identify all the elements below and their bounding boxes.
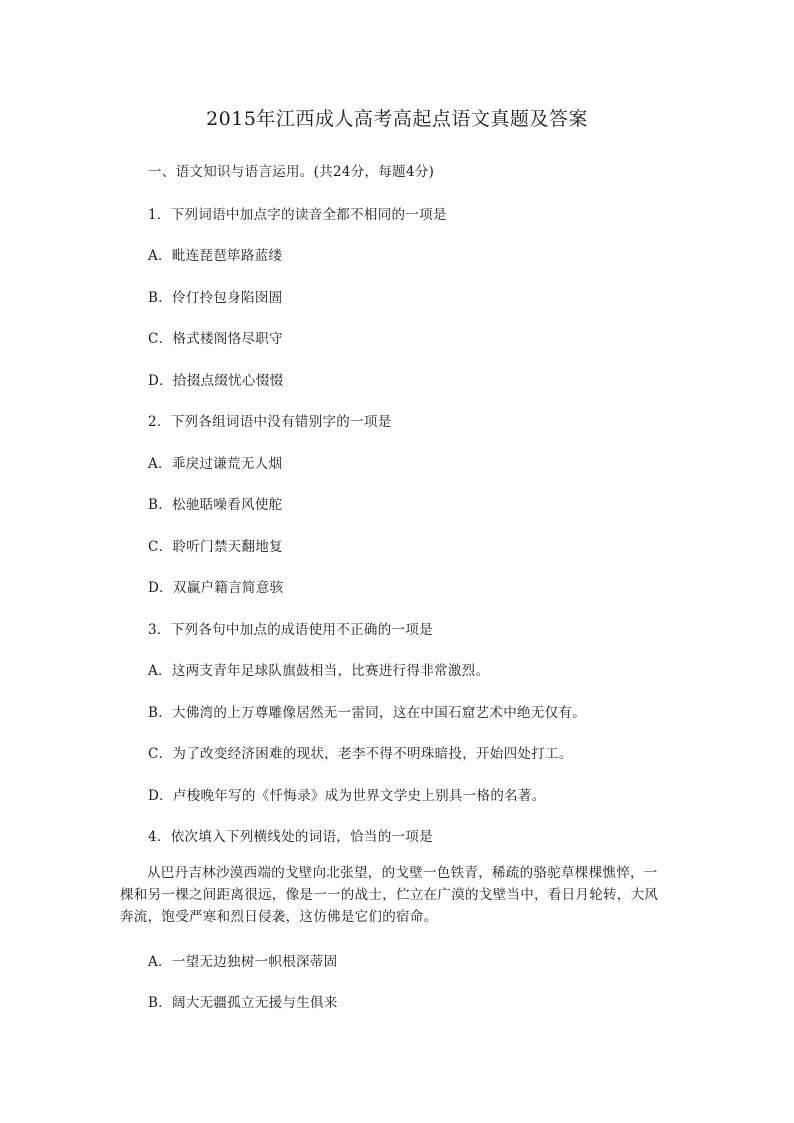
section-heading: 一、语文知识与语言运用。(共24分，每题4分) [148,164,435,180]
question-3-stem: 3．下列各句中加点的成语使用不正确的一项是 [148,622,433,638]
question-3-option-d: D．卢梭晚年写的《忏悔录》成为世界文学史上别具一格的名著。 [148,788,546,804]
question-2-stem: 2．下列各组词语中没有错别字的一项是 [148,414,392,430]
question-3-option-a: A．这两支青年足球队旗鼓相当，比赛进行得非常激烈。 [148,663,490,679]
question-2-option-c: C．聆听门禁天翻地复 [148,539,283,555]
question-4-passage: 从巴丹吉林沙漠西端的戈壁向北张望，的戈壁一色铁青，稀疏的骆驼草棵棵憔悴，一棵和另一棵之间距离很远，像是一一的战士，伫立在广漠的戈壁当中，看日月轮转，大风奔流，饱受严寒和烈日侵袭，这仿佛是它们的宿命。 [120,865,659,925]
question-2-option-a: A．乖戾过谦荒无人烟 [148,456,283,472]
question-2-option-b: B．松驰聒噪看风使舵 [148,497,283,513]
question-1-option-d: D．拾掇点缀忧心惙惙 [148,373,284,389]
question-3-option-b: B．大佛湾的上万尊雕像居然无一雷同，这在中国石窟艺术中绝无仅有。 [148,705,587,721]
question-4-option-b: B．阔大无疆孤立无援与生俱来 [148,995,338,1011]
page-title: 2015年江西成人高考高起点语文真题及答案 [206,108,588,130]
question-3-option-c: C．为了改变经济困难的现状，老李不得不明珠暗投，开始四处打工。 [148,746,573,762]
question-1-option-c: C．格式楼阁恪尽职守 [148,331,283,347]
question-4-stem: 4．依次填入下列横线处的词语，恰当的一项是 [148,829,433,845]
question-1-option-b: B．伶仃拎包身陷囹圄 [148,290,283,306]
question-2-option-d: D．双赢户籍言简意骇 [148,580,284,596]
question-4-option-a: A．一望无边独树一帜根深蒂固 [148,954,338,970]
question-1-stem: 1．下列词语中加点字的读音全都不相同的一项是 [148,207,447,223]
question-1-option-a: A．毗连琵琶筚路蓝缕 [148,248,283,264]
